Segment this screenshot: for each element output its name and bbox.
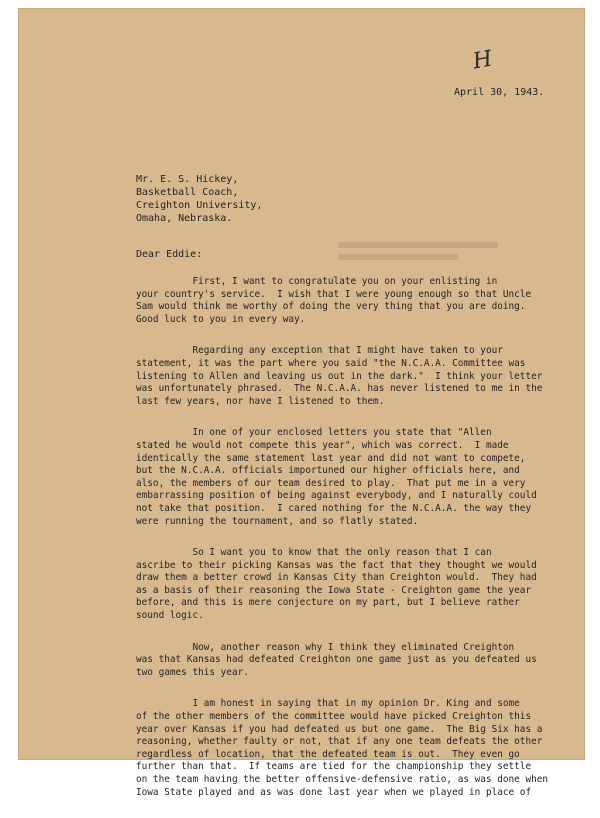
paragraph-line: listening to Allen and leaving us out in the dark." I think your letter bbox=[136, 370, 543, 382]
paragraph-line: Good luck to you in every way. bbox=[136, 313, 306, 325]
paragraph-line: draw them a better crowd in Kansas City than Creighton would. They had bbox=[136, 572, 537, 584]
paragraph-line: of the other members of the committee would have picked Creighton this bbox=[136, 711, 532, 723]
paragraph-line: before, and this is mere conjecture on my part, but I believe rather bbox=[136, 597, 520, 609]
paragraph-line: ascribe to their picking Kansas was the fact that they thought we would bbox=[136, 559, 537, 571]
address-line: Basketball Coach, bbox=[136, 187, 239, 198]
paragraph-line: as a basis of their reasoning the Iowa State - Creighton game the year bbox=[136, 584, 532, 596]
letter-paragraph bbox=[136, 642, 576, 680]
paragraph-line: were running the tournament, and so flatly stated. bbox=[136, 515, 419, 527]
bleed-through-text bbox=[338, 236, 508, 266]
letter-paragraph bbox=[136, 276, 576, 326]
address-line: Mr. E. S. Hickey, bbox=[136, 174, 239, 185]
paragraph-line: stated he would not compete this year", which was correct. I made bbox=[136, 439, 509, 451]
paragraph-line: reasoning, whether faulty or not, that if any one team defeats the other bbox=[136, 736, 543, 748]
letter-paragraph bbox=[136, 547, 576, 623]
paragraph-line: your country's service. I wish that I were young enough so that Uncle bbox=[136, 288, 532, 300]
paragraph-line: identically the same statement last year and did not want to compete, bbox=[136, 452, 526, 464]
paragraph-line: but the N.C.A.A. officials importuned our higher officials here, and bbox=[136, 465, 520, 477]
paragraph-line: First, I want to congratulate you on your enlisting in bbox=[136, 276, 498, 287]
paragraph-line: Iowa State played and as was done last year when we played in place of bbox=[136, 786, 532, 798]
letter-paragraph bbox=[136, 427, 576, 528]
salutation: Dear Eddie: bbox=[136, 249, 203, 260]
paragraph-line: regardless of location, that the defeated team is out. They even go bbox=[136, 748, 520, 760]
paragraph-line: embarrassing position of being against everybody, and I naturally could bbox=[136, 490, 537, 502]
letter-body bbox=[136, 276, 576, 818]
paragraph-line: In one of your enclosed letters you state that "Allen bbox=[136, 427, 492, 439]
paragraph-line: year over Kansas if you had defeated us but one game. The Big Six has a bbox=[136, 723, 543, 735]
recipient-address bbox=[136, 174, 262, 226]
letter-page bbox=[18, 8, 585, 798]
paragraph-line: sound logic. bbox=[136, 610, 204, 622]
paragraph-line: So I want you to know that the only reason that I can bbox=[136, 547, 492, 559]
letter-date: April 30, 1943. bbox=[454, 87, 545, 98]
paragraph-line: statement, it was the part where you said "the N.C.A.A. Committee was bbox=[136, 357, 526, 369]
letter-paragraph bbox=[136, 698, 576, 799]
paragraph-line: was unfortunately phrased. The N.C.A.A. has never listened to me in the bbox=[136, 383, 543, 395]
paragraph-line: Now, another reason why I think they eliminated Creighton bbox=[136, 641, 515, 653]
paragraph-line: was that Kansas had defeated Creighton one game just as you defeated us bbox=[136, 654, 537, 666]
paragraph-line: also, the members of our team desired to play. That put me in a very bbox=[136, 477, 526, 489]
paragraph-line: further than that. If teams are tied for the championship they settle bbox=[136, 761, 532, 773]
paragraph-line: two games this year. bbox=[136, 666, 249, 678]
paragraph-line: not take that position. I cared nothing for the N.C.A.A. the way they bbox=[136, 502, 532, 514]
paragraph-line: last few years, nor have I listened to them. bbox=[136, 395, 385, 407]
handwritten-mark: H bbox=[470, 46, 495, 75]
paragraph-line: Regarding any exception that I might have taken to your bbox=[136, 345, 503, 357]
address-line: Creighton University, bbox=[136, 200, 263, 211]
paragraph-line: I am honest in saying that in my opinion Dr. King and some bbox=[136, 698, 520, 710]
letter-paragraph bbox=[136, 345, 576, 408]
address-line: Omaha, Nebraska. bbox=[136, 213, 233, 224]
paragraph-line: on the team having the better offensive-defensive ratio, as was done when bbox=[136, 774, 549, 785]
paragraph-line: Sam would think me worthy of doing the very thing that you are doing. bbox=[136, 301, 526, 313]
